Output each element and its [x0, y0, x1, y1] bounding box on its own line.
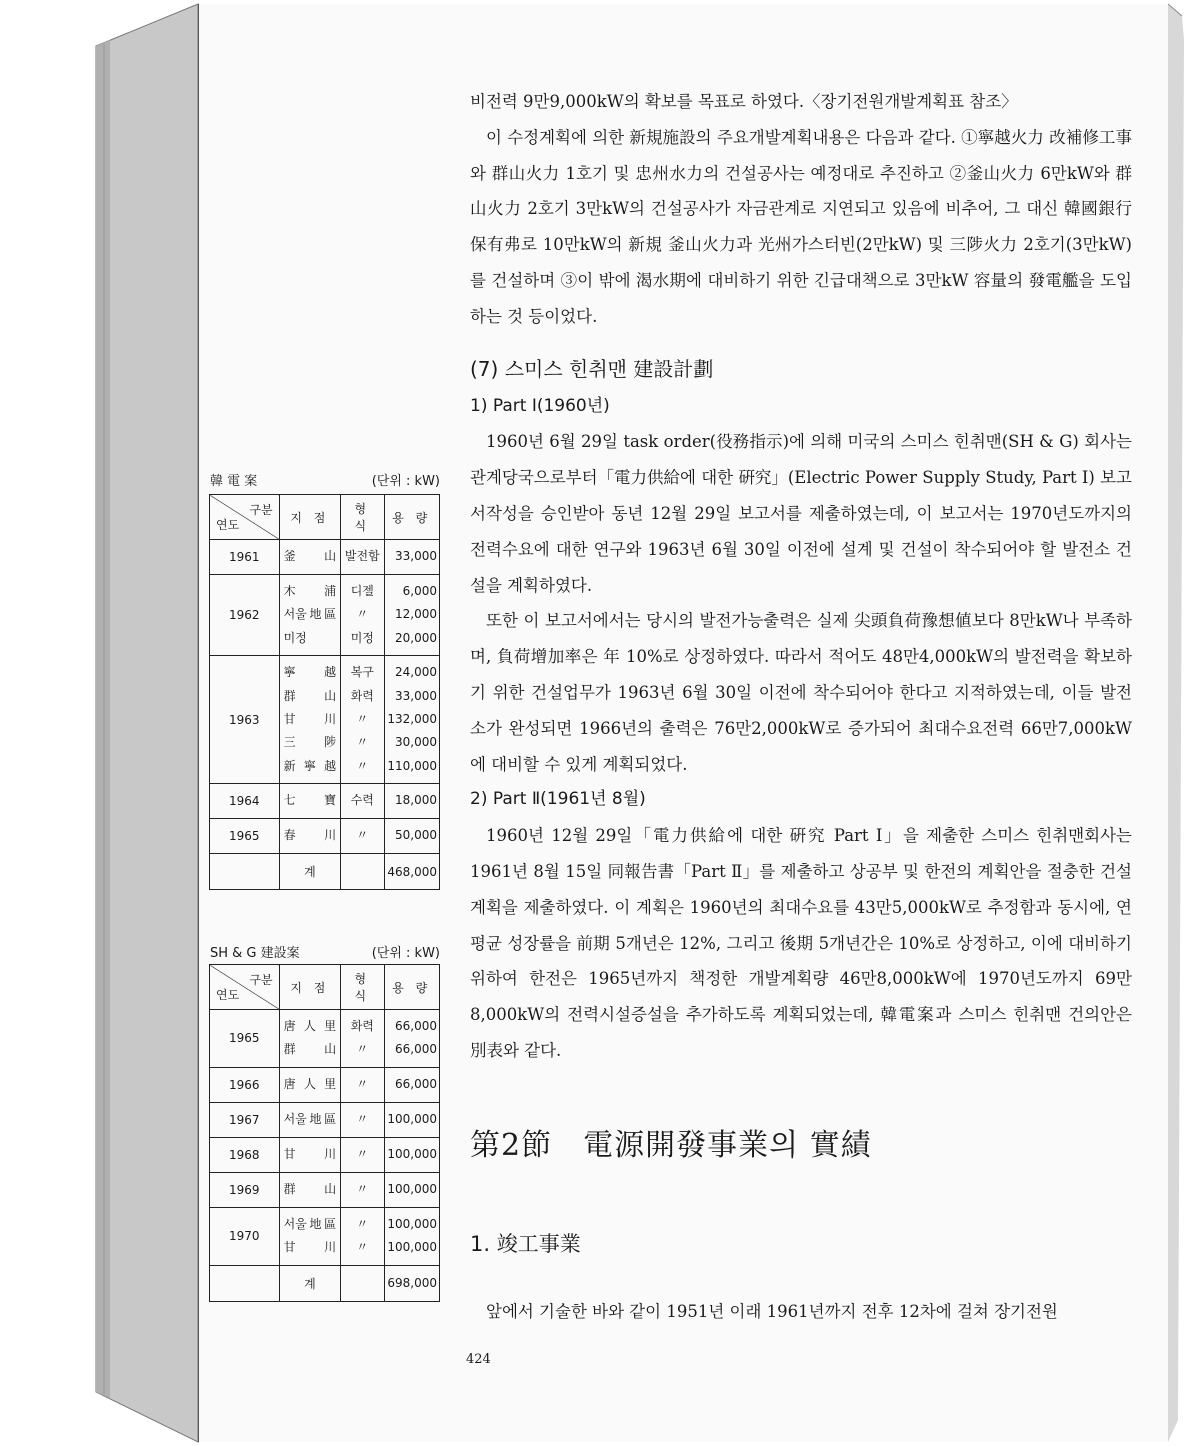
place-cell: [279, 1207, 341, 1265]
year-cell: 1965: [210, 1010, 280, 1068]
table-kepco-plan: [209, 494, 440, 890]
type-value: 〃: [356, 1077, 369, 1092]
total-blank2: [341, 1265, 384, 1301]
place-value: 群山: [283, 1042, 337, 1057]
total-row: [210, 854, 440, 890]
place-cell: [279, 1067, 341, 1102]
paragraph-3: 1960년 6월 29일 task order(役務指示)에 의해 미국의 스미스 힌취맨(SH & G) 회사는 관계당국으로부터「電力供給에 대한 硏究」(Electric Power Supply Study, Part Ⅰ) 보고서작성을 승인받아 동년 12월 29일 보고서를 제출하였는데, 이 보고서는 1970년도까지의 전력수요에 대한 연구와 1963년 6월 30일 이전에 설계 및 건설이 착수되어야 할 발전소 건설을 계획하였다.: [470, 432, 1132, 595]
last-line: 앞에서 기술한 바와 같이 1951년 이래 1961년까지 전후 12차에 걸쳐 장기전원: [486, 1302, 1058, 1321]
type-value: 화력: [350, 688, 374, 703]
table-row: [210, 1102, 440, 1137]
place-value: 木浦: [283, 584, 337, 598]
paragraph-1: 비전력 9만9,000kW의 확보를 목표로 하였다.〈장기전원개발계획표 참조〉: [470, 92, 1018, 111]
capacity-value: 33,000: [395, 549, 437, 564]
page-number: 424: [466, 1352, 491, 1367]
capacity-value: 132,000: [387, 711, 437, 726]
type-value: 〃: [356, 1182, 369, 1197]
header-place: 지 점: [279, 965, 341, 1010]
capacity-cell: [384, 1207, 440, 1265]
place-value: 甘川: [283, 711, 337, 726]
table-row: [210, 1172, 440, 1207]
table1-unit: (단위 : kW): [371, 474, 440, 489]
table-row: [210, 656, 440, 784]
place-value: 甘川: [283, 1240, 337, 1255]
table2-title: SH & G 建設案: [210, 946, 300, 961]
table-row: [210, 784, 440, 819]
place-cell: [279, 1137, 341, 1172]
year-cell: 1966: [210, 1067, 280, 1102]
year-cell: 1962: [210, 575, 280, 656]
type-cell: [341, 1137, 384, 1172]
place-value: 唐人里: [283, 1019, 337, 1033]
type-cell: [341, 784, 384, 819]
place-cell: [279, 1102, 341, 1137]
capacity-cell: [384, 656, 440, 784]
capacity-value: 100,000: [387, 1216, 437, 1231]
type-value: 〃: [356, 1112, 369, 1127]
sub-section-title: 1. 竣工事業: [470, 1232, 581, 1256]
table-row: [210, 819, 440, 854]
header-type: 형 식: [341, 965, 384, 1010]
capacity-value: 66,000: [395, 1019, 437, 1033]
table2-caption: [210, 942, 440, 961]
year-cell: 1963: [210, 656, 280, 784]
header-diagonal: [210, 495, 280, 540]
capacity-value: 24,000: [395, 665, 437, 680]
header-row: [210, 965, 440, 1010]
place-value: 서울地區: [283, 1216, 337, 1231]
total-row: [210, 1265, 440, 1301]
type-value: 〃: [356, 1240, 369, 1255]
capacity-value: 110,000: [387, 758, 437, 773]
place-value: 群山: [283, 1182, 337, 1197]
place-value: 唐人里: [283, 1077, 337, 1092]
capacity-cell: [384, 1067, 440, 1102]
type-cell: [341, 540, 384, 575]
header-diagonal: [210, 965, 280, 1010]
type-cell: [341, 575, 384, 656]
header-type: 형 식: [341, 495, 384, 540]
capacity-cell: [384, 1137, 440, 1172]
type-value: 〃: [356, 735, 369, 750]
header-year: 연도: [216, 518, 240, 532]
total-value: 698,000: [384, 1265, 440, 1301]
type-value: 〃: [356, 828, 369, 843]
table-row: [210, 1010, 440, 1068]
capacity-cell: [384, 819, 440, 854]
table1-title: 韓 電 案: [210, 474, 258, 489]
place-value: 寧越: [283, 665, 337, 680]
type-value: 〃: [356, 1216, 369, 1231]
place-cell: [279, 540, 341, 575]
type-value: 〃: [356, 1147, 369, 1162]
place-cell: [279, 819, 341, 854]
paragraph-4: 또한 이 보고서에서는 당시의 발전가능출력은 실제 尖頭負荷豫想値보다 8만kW나 부족하며, 負荷增加率은 年 10%로 상정하였다. 따라서 적어도 48만4,000kW의 발전력을 확보하기 위한 건설업무가 1963년 6월 30일 이전에 착수되어야 한다고 지적하였는데, 이들 발전소가 완성되면 1966년의 출력은 76만2,000kW로 증가되어 최대수요전력 66만7,000kW에 대비할 수 있게 계획되었다.: [470, 611, 1132, 774]
capacity-value: 33,000: [395, 688, 437, 703]
total-value: 468,000: [384, 854, 440, 890]
table-row: [210, 1137, 440, 1172]
total-label: 계: [279, 1265, 341, 1301]
capacity-value: 66,000: [395, 1042, 437, 1057]
paragraph-2: 이 수정계획에 의한 新規施設의 주요개발계획내용은 다음과 같다. ①寧越火力 改補修工事와 群山火力 1호기 및 忠州水力의 건설공사는 예정대로 추진하고 ②釜山火力 6만kW와 群山火力 2호기 3만kW의 건설공사가 자금관계로 지연되고 있음에 비추어, 그 대신 韓國銀行保有弗로 10만kW의 新規 釜山火力과 光州가스터빈(2만kW) 및 三陟火力 2호기(3만kW)를 건설하며 ③이 밖에 渴水期에 대비하기 위한 긴급대책으로 3만kW 容量의 發電艦을 도입하는 것 등이었다.: [470, 127, 1132, 326]
table-row: [210, 1207, 440, 1265]
header-row: [210, 495, 440, 540]
capacity-cell: [384, 1102, 440, 1137]
body-text: [470, 84, 1132, 1069]
capacity-cell: [384, 540, 440, 575]
type-cell: [341, 1010, 384, 1068]
total-label: 계: [279, 854, 341, 890]
year-cell: 1965: [210, 819, 280, 854]
header-division: 구분: [249, 973, 273, 987]
capacity-value: 100,000: [387, 1112, 437, 1127]
place-cell: [279, 784, 341, 819]
year-cell: 1969: [210, 1172, 280, 1207]
place-value: 新寧越: [283, 758, 337, 773]
paragraph-5: 1960년 12월 29일「電力供給에 대한 硏究 Part Ⅰ」을 제출한 스미스 힌취맨회사는 1961년 8월 15일 同報告書「Part Ⅱ」를 제출하고 상공부 및 한전의 계획안을 절충한 건설계획을 제출하였다. 이 계획은 1960년의 최대수요를 43만5,000kW로 추정함과 동시에, 연평균 성장률을 前期 5개년은 12%, 그리고 後期 5개년간은 10%로 상정하고, 이에 대비하기 위하여 한전은 1965년까지 책정한 개발계획량 46만8,000kW에 1970년도까지 69만8,000kW의 전력시설증설을 추가하도록 계획되었는데, 韓電案과 스미스 힌취맨 건의안은 別表와 같다.: [470, 826, 1132, 1060]
place-cell: [279, 575, 341, 656]
place-value: 群山: [283, 688, 337, 703]
table-row: [210, 1067, 440, 1102]
type-value: 디젤: [350, 584, 374, 598]
table-shg-plan: [209, 964, 440, 1302]
place-value: 서울地區: [283, 1112, 337, 1127]
header-year: 연도: [216, 988, 240, 1002]
type-value: 수력: [350, 793, 374, 808]
type-value: 복구: [350, 665, 374, 680]
capacity-cell: [384, 1172, 440, 1207]
year-cell: 1968: [210, 1137, 280, 1172]
capacity-value: 66,000: [395, 1077, 437, 1092]
total-blank: [210, 854, 280, 890]
header-capacity: 용 량: [384, 965, 440, 1010]
place-value: 서울地區: [283, 607, 337, 622]
table-row: [210, 575, 440, 656]
table-row: [210, 540, 440, 575]
place-cell: [279, 1010, 341, 1068]
place-value: 春川: [283, 828, 337, 843]
type-cell: [341, 819, 384, 854]
year-cell: 1970: [210, 1207, 280, 1265]
type-value: 화력: [350, 1019, 374, 1033]
type-cell: [341, 1207, 384, 1265]
type-cell: [341, 656, 384, 784]
total-blank2: [341, 854, 384, 890]
capacity-value: 100,000: [387, 1182, 437, 1197]
year-cell: 1961: [210, 540, 280, 575]
capacity-value: 100,000: [387, 1240, 437, 1255]
heading-smith-hinchman: (7) 스미스 힌취맨 建設計劃: [470, 356, 714, 381]
year-cell: 1967: [210, 1102, 280, 1137]
place-cell: [279, 1172, 341, 1207]
capacity-cell: [384, 784, 440, 819]
place-value: 미정: [283, 630, 307, 645]
place-value: 七寶: [283, 793, 337, 808]
header-place: 지 점: [279, 495, 341, 540]
type-cell: [341, 1102, 384, 1137]
capacity-value: 12,000: [395, 607, 437, 622]
capacity-cell: [384, 1010, 440, 1068]
capacity-value: 6,000: [402, 584, 437, 598]
type-value: 미정: [350, 630, 374, 645]
capacity-value: 18,000: [395, 793, 437, 808]
year-cell: 1964: [210, 784, 280, 819]
place-value: 甘川: [283, 1147, 337, 1162]
type-cell: [341, 1067, 384, 1102]
section-title: 第2節 電源開發事業의 實績: [470, 1128, 872, 1163]
subheading-part1: 1) Part Ⅰ(1960년): [470, 395, 610, 416]
type-value: 〃: [356, 607, 369, 622]
capacity-value: 100,000: [387, 1147, 437, 1162]
place-value: 三陟: [283, 735, 337, 750]
type-value: 〃: [356, 1042, 369, 1057]
table1-caption: [210, 470, 440, 489]
capacity-value: 30,000: [395, 735, 437, 750]
type-value: 〃: [356, 758, 369, 773]
capacity-cell: [384, 575, 440, 656]
total-blank: [210, 1265, 280, 1301]
type-value: 발전함: [344, 549, 380, 564]
page-curl: [1168, 0, 1194, 1446]
place-cell: [279, 656, 341, 784]
capacity-value: 20,000: [395, 630, 437, 645]
type-value: 〃: [356, 711, 369, 726]
header-division: 구분: [249, 503, 273, 517]
header-capacity: 용 량: [384, 495, 440, 540]
type-cell: [341, 1172, 384, 1207]
table2-unit: (단위 : kW): [371, 946, 440, 961]
capacity-value: 50,000: [395, 828, 437, 843]
subheading-part2: 2) Part Ⅱ(1961년 8월): [470, 789, 646, 810]
place-value: 釜山: [283, 549, 337, 564]
